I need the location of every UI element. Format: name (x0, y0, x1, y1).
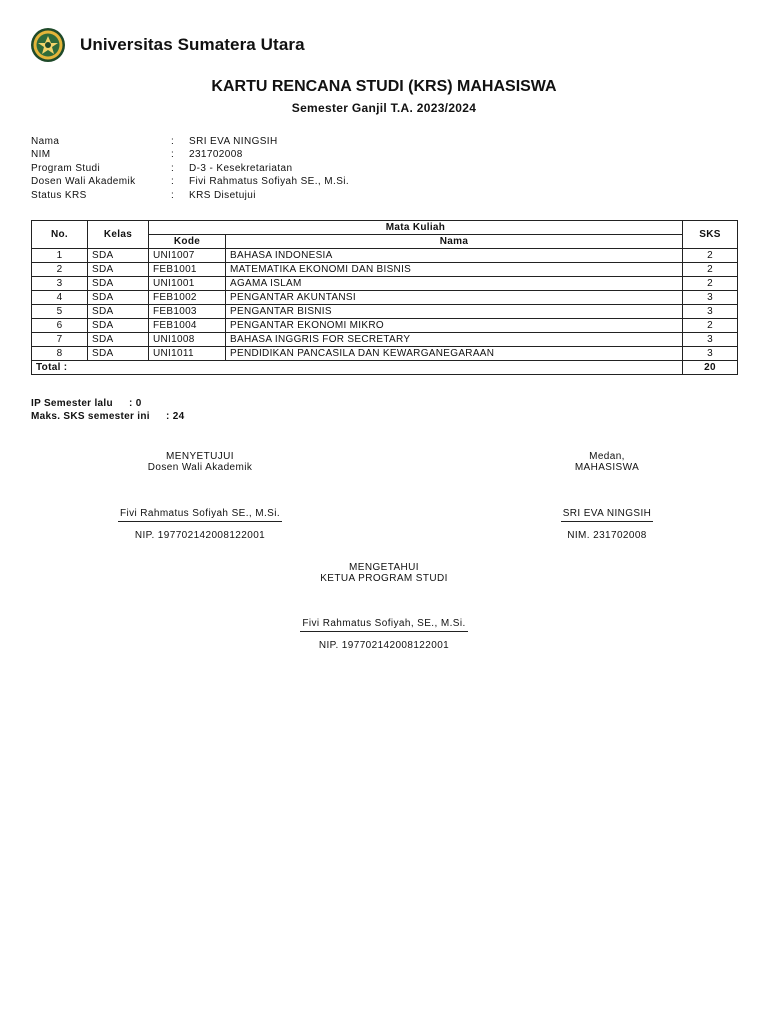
info-row-status-krs: Status KRS : KRS Disetujui (31, 189, 256, 201)
cell-kode: FEB1003 (149, 305, 226, 319)
table-row (32, 333, 738, 347)
total-row (32, 361, 738, 375)
cell-no: 2 (32, 263, 88, 277)
info-value: SRI EVA NINGSIH (189, 136, 278, 147)
table-row (32, 291, 738, 305)
sig-name: SRI EVA NINGSIH (561, 508, 654, 522)
cell-kode: UNI1008 (149, 333, 226, 347)
cell-kelas: SDA (88, 277, 149, 291)
info-row-nama: Nama : SRI EVA NINGSIH (31, 136, 278, 147)
sig-role: Dosen Wali Akademik (147, 462, 253, 473)
cell-kode: FEB1004 (149, 319, 226, 333)
cell-no: 3 (32, 277, 88, 291)
cell-no: 1 (32, 249, 88, 263)
cell-no: 4 (32, 291, 88, 305)
cell-no: 5 (32, 305, 88, 319)
table-row (32, 347, 738, 361)
sig-heading: Medan, (589, 451, 625, 462)
header-no: No. (32, 221, 88, 249)
document-subtitle: Semester Ganjil T.A. 2023/2024 (291, 101, 477, 115)
cell-kode: FEB1002 (149, 291, 226, 305)
info-label: Status KRS (31, 189, 87, 201)
cell-kode: UNI1007 (149, 249, 226, 263)
maks-sks-row (31, 411, 184, 424)
ip-label: IP Semester lalu (31, 398, 113, 409)
student-info (31, 135, 349, 202)
cell-kode: UNI1001 (149, 277, 226, 291)
total-label: Total : (32, 361, 683, 375)
cell-nama: AGAMA ISLAM (226, 277, 683, 291)
cell-kode: UNI1011 (149, 347, 226, 361)
header-nama: Nama (226, 235, 683, 249)
cell-sks: 2 (683, 277, 738, 291)
signature-dosen-wali (100, 451, 300, 473)
signature-ketua-prodi-name-block (234, 618, 534, 651)
info-row-dosen-wali: Dosen Wali Akademik : Fivi Rahmatus Sofiyah SE., M.Si. (31, 176, 350, 188)
cell-sks: 2 (683, 263, 738, 277)
sig-role: KETUA PROGRAM STUDI (320, 573, 448, 584)
info-label: Program Studi (31, 162, 101, 174)
sig-nim: NIM. 231702008 (567, 530, 647, 541)
university-name: Universitas Sumatera Utara (80, 35, 305, 54)
cell-sks: 3 (683, 347, 738, 361)
signature-mahasiswa (527, 451, 687, 473)
maks-label: Maks. SKS semester ini (31, 410, 150, 422)
sig-name: Fivi Rahmatus Sofiyah SE., M.Si. (118, 508, 282, 522)
sig-name: Fivi Rahmatus Sofiyah, SE., M.Si. (300, 618, 467, 632)
info-label: NIM (31, 149, 51, 161)
cell-nama: PENGANTAR BISNIS (226, 305, 683, 319)
header-mata-kuliah: Mata Kuliah (149, 221, 683, 235)
cell-no: 6 (32, 319, 88, 333)
sig-role: MAHASISWA (574, 462, 640, 473)
cell-nama: PENGANTAR EKONOMI MIKRO (226, 319, 683, 333)
table-row (32, 263, 738, 277)
signature-mahasiswa-name-block (527, 508, 687, 541)
total-sks: 20 (683, 361, 738, 375)
header-sks: SKS (683, 221, 738, 249)
cell-kelas: SDA (88, 333, 149, 347)
krs-table (31, 220, 738, 375)
ip-value: : 0 (129, 398, 142, 409)
cell-sks: 2 (683, 319, 738, 333)
cell-kode: FEB1001 (149, 263, 226, 277)
header-kelas: Kelas (88, 221, 149, 249)
info-row-nim: NIM : 231702008 (31, 149, 243, 161)
info-label: Dosen Wali Akademik (31, 176, 136, 188)
maks-value: : 24 (166, 410, 185, 422)
cell-kelas: SDA (88, 291, 149, 305)
info-row-program-studi: Program Studi : D-3 - Kesekretariatan (31, 162, 293, 174)
cell-nama: MATEMATIKA EKONOMI DAN BISNIS (226, 263, 683, 277)
info-value: KRS Disetujui (189, 189, 256, 201)
sig-heading: MENYETUJUI (166, 451, 234, 462)
table-row (32, 277, 738, 291)
sig-heading: MENGETAHUI (349, 562, 419, 573)
sig-nip: NIP. 197702142008122001 (134, 530, 266, 541)
table-row (32, 319, 738, 333)
table-row (32, 249, 738, 263)
cell-kelas: SDA (88, 263, 149, 277)
cell-kelas: SDA (88, 347, 149, 361)
cell-kelas: SDA (88, 319, 149, 333)
info-value: 231702008 (189, 149, 243, 161)
info-value: D-3 - Kesekretariatan (189, 162, 293, 174)
cell-sks: 2 (683, 249, 738, 263)
ip-semester-row (31, 398, 184, 411)
signature-dosen-wali-name-block (100, 508, 300, 541)
cell-no: 8 (32, 347, 88, 361)
semester-summary (31, 398, 184, 423)
cell-nama: PENDIDIKAN PANCASILA DAN KEWARGANEGARAAN (226, 347, 683, 361)
info-label: Nama (31, 136, 60, 147)
header-kode: Kode (149, 235, 226, 249)
cell-sks: 3 (683, 305, 738, 319)
cell-nama: BAHASA INDONESIA (226, 249, 683, 263)
document-header (30, 27, 305, 63)
document-title: KARTU RENCANA STUDI (KRS) MAHASISWA (211, 78, 557, 95)
usu-seal-logo (30, 27, 66, 63)
signature-ketua-prodi (234, 562, 534, 584)
cell-kelas: SDA (88, 249, 149, 263)
info-value: Fivi Rahmatus Sofiyah SE., M.Si. (189, 176, 350, 188)
cell-no: 7 (32, 333, 88, 347)
cell-kelas: SDA (88, 305, 149, 319)
table-row (32, 305, 738, 319)
cell-sks: 3 (683, 333, 738, 347)
sig-nip: NIP. 197702142008122001 (318, 640, 450, 651)
cell-nama: PENGANTAR AKUNTANSI (226, 291, 683, 305)
cell-nama: BAHASA INGGRIS FOR SECRETARY (226, 333, 683, 347)
cell-sks: 3 (683, 291, 738, 305)
